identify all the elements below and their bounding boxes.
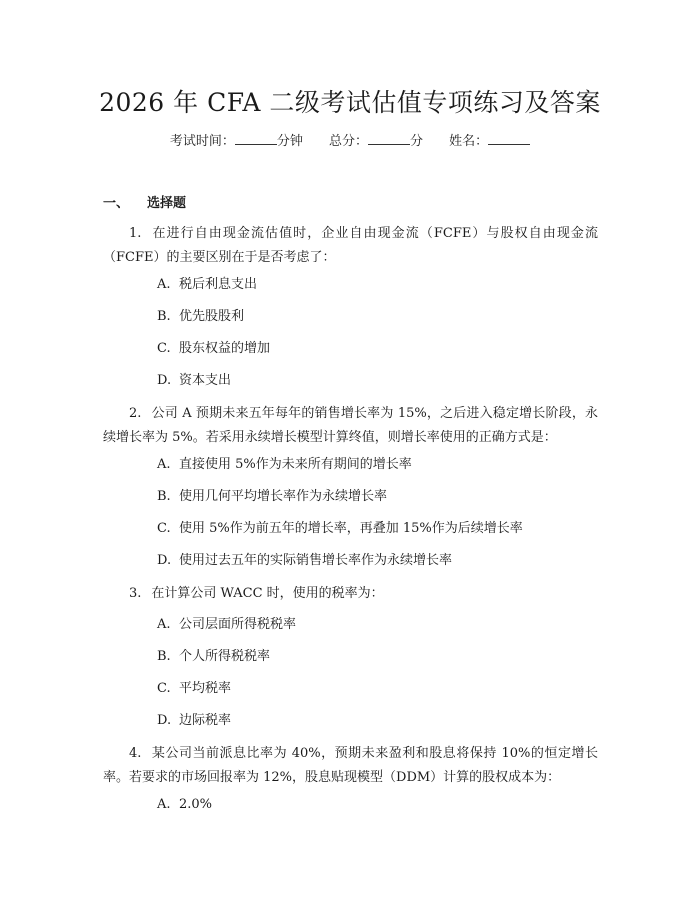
question-number: 1. xyxy=(129,226,142,241)
q2-option-b xyxy=(157,488,387,506)
name-blank xyxy=(488,133,530,145)
section-heading xyxy=(103,192,186,211)
option-label: D. xyxy=(157,713,172,728)
option-text: 平均税率 xyxy=(179,681,232,696)
exam-time-field xyxy=(170,130,303,149)
option-text: 使用过去五年的实际销售增长率作为永续增长率 xyxy=(179,553,453,568)
option-text: 个人所得税税率 xyxy=(179,649,271,664)
q3-option-c xyxy=(157,680,231,698)
option-label: C. xyxy=(157,521,171,536)
question-text: 在进行自由现金流估值时，企业自由现金流（FCFE）与股权自由现金流（FCFE）的主要区别在于是否考虑了： xyxy=(103,226,598,265)
option-label: A. xyxy=(157,617,171,632)
option-text: 边际税率 xyxy=(179,713,232,728)
option-label: D. xyxy=(157,373,172,388)
total-score-label: 总分： xyxy=(328,134,368,149)
q2-option-d xyxy=(157,552,452,570)
q2-option-a xyxy=(157,456,412,474)
option-label: B. xyxy=(157,489,171,504)
option-text: 资本支出 xyxy=(179,373,232,388)
option-label: B. xyxy=(157,309,171,324)
option-text: 使用 5%作为前五年的增长率，再叠加 15%作为后续增长率 xyxy=(179,521,523,536)
q1-option-d xyxy=(157,372,231,390)
section-number: 一、 xyxy=(103,196,130,211)
option-text: 优先股股利 xyxy=(179,309,245,324)
q3-option-b xyxy=(157,648,270,666)
option-text: 公司层面所得税税率 xyxy=(179,617,297,632)
q3-option-a xyxy=(157,616,296,634)
question-number: 4. xyxy=(129,746,142,761)
question-text: 公司 A 预期未来五年每年的销售增长率为 15%，之后进入稳定增长阶段，永续增长率为 5%。若采用永续增长模型计算终值，则增长率使用的正确方式是： xyxy=(103,406,598,445)
option-label: C. xyxy=(157,341,171,356)
question-1 xyxy=(103,222,598,270)
total-score-field xyxy=(329,130,423,149)
option-label: A. xyxy=(157,277,171,292)
option-label: C. xyxy=(157,681,171,696)
option-label: B. xyxy=(157,649,171,664)
name-field xyxy=(449,130,530,149)
option-label: A. xyxy=(157,797,171,812)
question-number: 3. xyxy=(129,586,142,601)
option-text: 2.0% xyxy=(179,797,213,812)
total-score-unit: 分 xyxy=(410,134,424,149)
exam-time-label: 考试时间： xyxy=(169,134,235,149)
section-title: 选择题 xyxy=(147,196,187,211)
question-text: 在计算公司 WACC 时，使用的税率为： xyxy=(151,586,384,601)
q1-option-c xyxy=(157,340,270,358)
option-label: A. xyxy=(157,457,171,472)
q4-option-a xyxy=(157,796,212,814)
option-text: 股东权益的增加 xyxy=(179,341,271,356)
q1-option-a xyxy=(157,276,257,294)
q2-option-c xyxy=(157,520,523,538)
question-4 xyxy=(103,742,598,790)
option-label: D. xyxy=(157,553,172,568)
question-number: 2. xyxy=(129,406,142,421)
option-text: 税后利息支出 xyxy=(179,277,258,292)
name-label: 姓名： xyxy=(449,134,489,149)
q1-option-b xyxy=(157,308,244,326)
exam-meta xyxy=(0,130,700,149)
document-title: 2026 年 CFA 二级考试估值专项练习及答案 xyxy=(99,88,601,117)
option-text: 直接使用 5%作为未来所有期间的增长率 xyxy=(179,457,412,472)
exam-time-blank xyxy=(235,133,277,145)
option-text: 使用几何平均增长率作为永续增长率 xyxy=(179,489,388,504)
question-3 xyxy=(103,582,598,606)
question-2 xyxy=(103,402,598,450)
question-text: 某公司当前派息比率为 40%，预期未来盈利和股息将保持 10%的恒定增长率。若要求的市场回报率为 12%，股息贴现模型（DDM）计算的股权成本为： xyxy=(103,746,598,785)
total-score-blank xyxy=(368,133,410,145)
exam-time-unit: 分钟 xyxy=(276,134,303,149)
q3-option-d xyxy=(157,712,231,730)
